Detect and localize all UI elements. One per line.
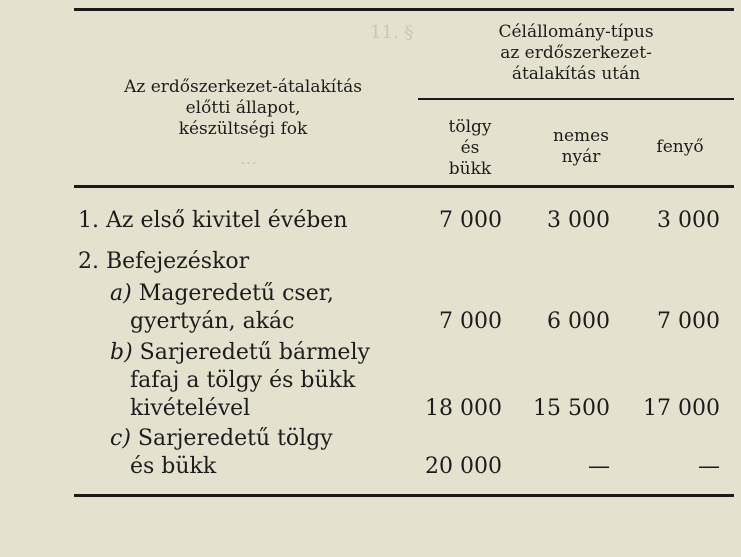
header-col0-line3: készültségi fok: [178, 119, 308, 139]
header-group: [418, 22, 734, 85]
row-1-col2: 3 000: [547, 208, 610, 233]
header-bottom-rule: [74, 185, 734, 188]
row-b-line3: kivételével: [130, 396, 251, 421]
header-group-line1: Célállomány-típus: [498, 22, 654, 42]
header-col1-line3: bükk: [448, 159, 492, 179]
row-a-col3: 7 000: [657, 309, 720, 334]
header-col1: [430, 117, 510, 180]
row-c-line1: Sarjeredetű tölgy: [137, 426, 333, 451]
header-col3-label: fenyő: [656, 137, 704, 157]
row-a-col1: 7 000: [439, 309, 502, 334]
row-1-col1: 7 000: [439, 208, 502, 233]
header-col3: [638, 137, 722, 158]
row-a-label: [110, 280, 334, 336]
header-col1-line2: és: [460, 138, 480, 158]
row-b-col3: 17 000: [643, 396, 720, 421]
group-rule: [418, 98, 734, 100]
row-2-label: 2. Befejezéskor: [78, 249, 250, 274]
header-col0-line2: előtti állapot,: [185, 98, 301, 118]
row-b-line2: fafaj a tölgy és bükk: [130, 368, 356, 393]
header-group-line3: átalakítás után: [511, 64, 641, 84]
header-col0: [84, 77, 402, 140]
row-1-col3: 3 000: [657, 208, 720, 233]
row-a-line1: Mageredetű cser,: [138, 281, 334, 306]
row-c-col1: 20 000: [425, 454, 502, 479]
row-c-col3: —: [698, 454, 720, 479]
header-col2-line2: nyár: [561, 147, 601, 167]
row-c-col2: —: [588, 454, 610, 479]
header-group-line2: az erdőszerkezet-: [500, 43, 652, 63]
row-a-line2: gyertyán, akác: [130, 309, 295, 334]
header-col1-line1: tölgy: [448, 117, 492, 137]
row-b-col2: 15 500: [533, 396, 610, 421]
bleed-through-text: ...: [240, 148, 258, 169]
row-a-marker: a): [110, 281, 132, 306]
header-col0-line1: Az erdőszerkezet-átalakítás: [124, 77, 362, 97]
row-c-line2: és bükk: [130, 454, 217, 479]
row-1-label: 1. Az első kivitel évében: [78, 208, 348, 233]
row-c-label: [110, 425, 333, 481]
header-col2: [536, 126, 626, 168]
row-c-marker: c): [110, 426, 131, 451]
row-b-marker: b): [110, 340, 133, 365]
header-col2-line1: nemes: [553, 126, 609, 146]
top-rule: [74, 8, 734, 11]
row-b-col1: 18 000: [425, 396, 502, 421]
row-b-label: [110, 339, 370, 423]
bottom-rule: [74, 494, 734, 497]
bleed-through-text: 11. §: [370, 22, 414, 43]
row-a-col2: 6 000: [547, 309, 610, 334]
row-b-line1: Sarjeredetű bármely: [139, 340, 370, 365]
